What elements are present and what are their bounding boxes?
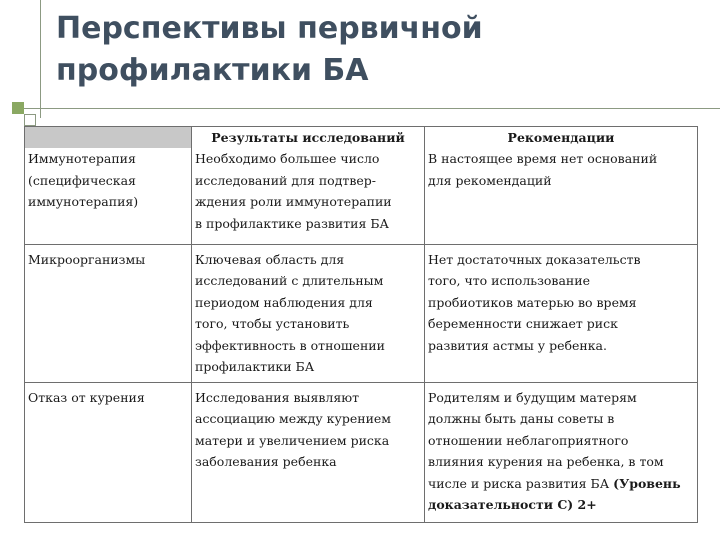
topic-cell: [25, 244, 192, 382]
header-cell-recommendations: Рекомендации: [425, 127, 698, 149]
decor-green-square: [12, 102, 24, 114]
recommendations-text: [428, 387, 694, 517]
results-cell: [192, 127, 425, 231]
results-text: Ключевая область для исследований с длительным периодом наблюдения для того, чтобы установить эффективность в отношении профилактики БА: [195, 251, 385, 375]
recommendations-text: Нет достаточных доказательств того, что использование пробиотиков матерью во время беременности снижает риск развития астмы у ребенка.: [428, 251, 641, 353]
results-text: Необходимо большее число исследований для подтвер- ждения роли иммунотерапии в профилактике развития БА: [195, 151, 392, 231]
decor-outline-square: [24, 114, 36, 126]
decor-vertical-rule: [40, 0, 41, 118]
evidence-level-text: (Уровень доказательности С) 2+: [428, 475, 681, 513]
slide-title: [56, 8, 696, 92]
table-row: [25, 244, 698, 382]
recommendations-text-regular: Родителям и будущим матерям должны быть даны советы в отношении неблагоприятного влияния курения на ребенка, в том числе и риска развития БА: [428, 389, 664, 491]
topic-text: Микроорганизмы: [28, 251, 146, 267]
results-text: Исследования выявляют ассоциацию между курением матери и увеличением риска заболевания ребенка: [195, 389, 392, 470]
results-cell: [192, 244, 425, 382]
topic-text: Иммунотерапия (специфическая иммунотерапия): [28, 151, 139, 210]
recommendations-text: В настоящее время нет оснований для рекомендаций: [428, 151, 658, 188]
topic-text: Отказ от курения: [28, 389, 145, 405]
recommendations-cell: [425, 244, 698, 382]
topic-cell: [25, 382, 192, 522]
recommendations-cell: [425, 382, 698, 522]
header-cell-results: Результаты исследований: [192, 127, 425, 149]
header-cell-topic: [25, 127, 192, 149]
results-cell: [192, 382, 425, 522]
table-row: [25, 382, 698, 522]
topic-cell: [25, 148, 192, 244]
recommendations-table: [24, 126, 698, 523]
decor-horizontal-rule: [12, 108, 720, 109]
slide-title-text: Перспективы первичной профилактики БА: [56, 11, 483, 88]
table-row: [25, 148, 698, 244]
recommendations-cell: [425, 148, 698, 244]
